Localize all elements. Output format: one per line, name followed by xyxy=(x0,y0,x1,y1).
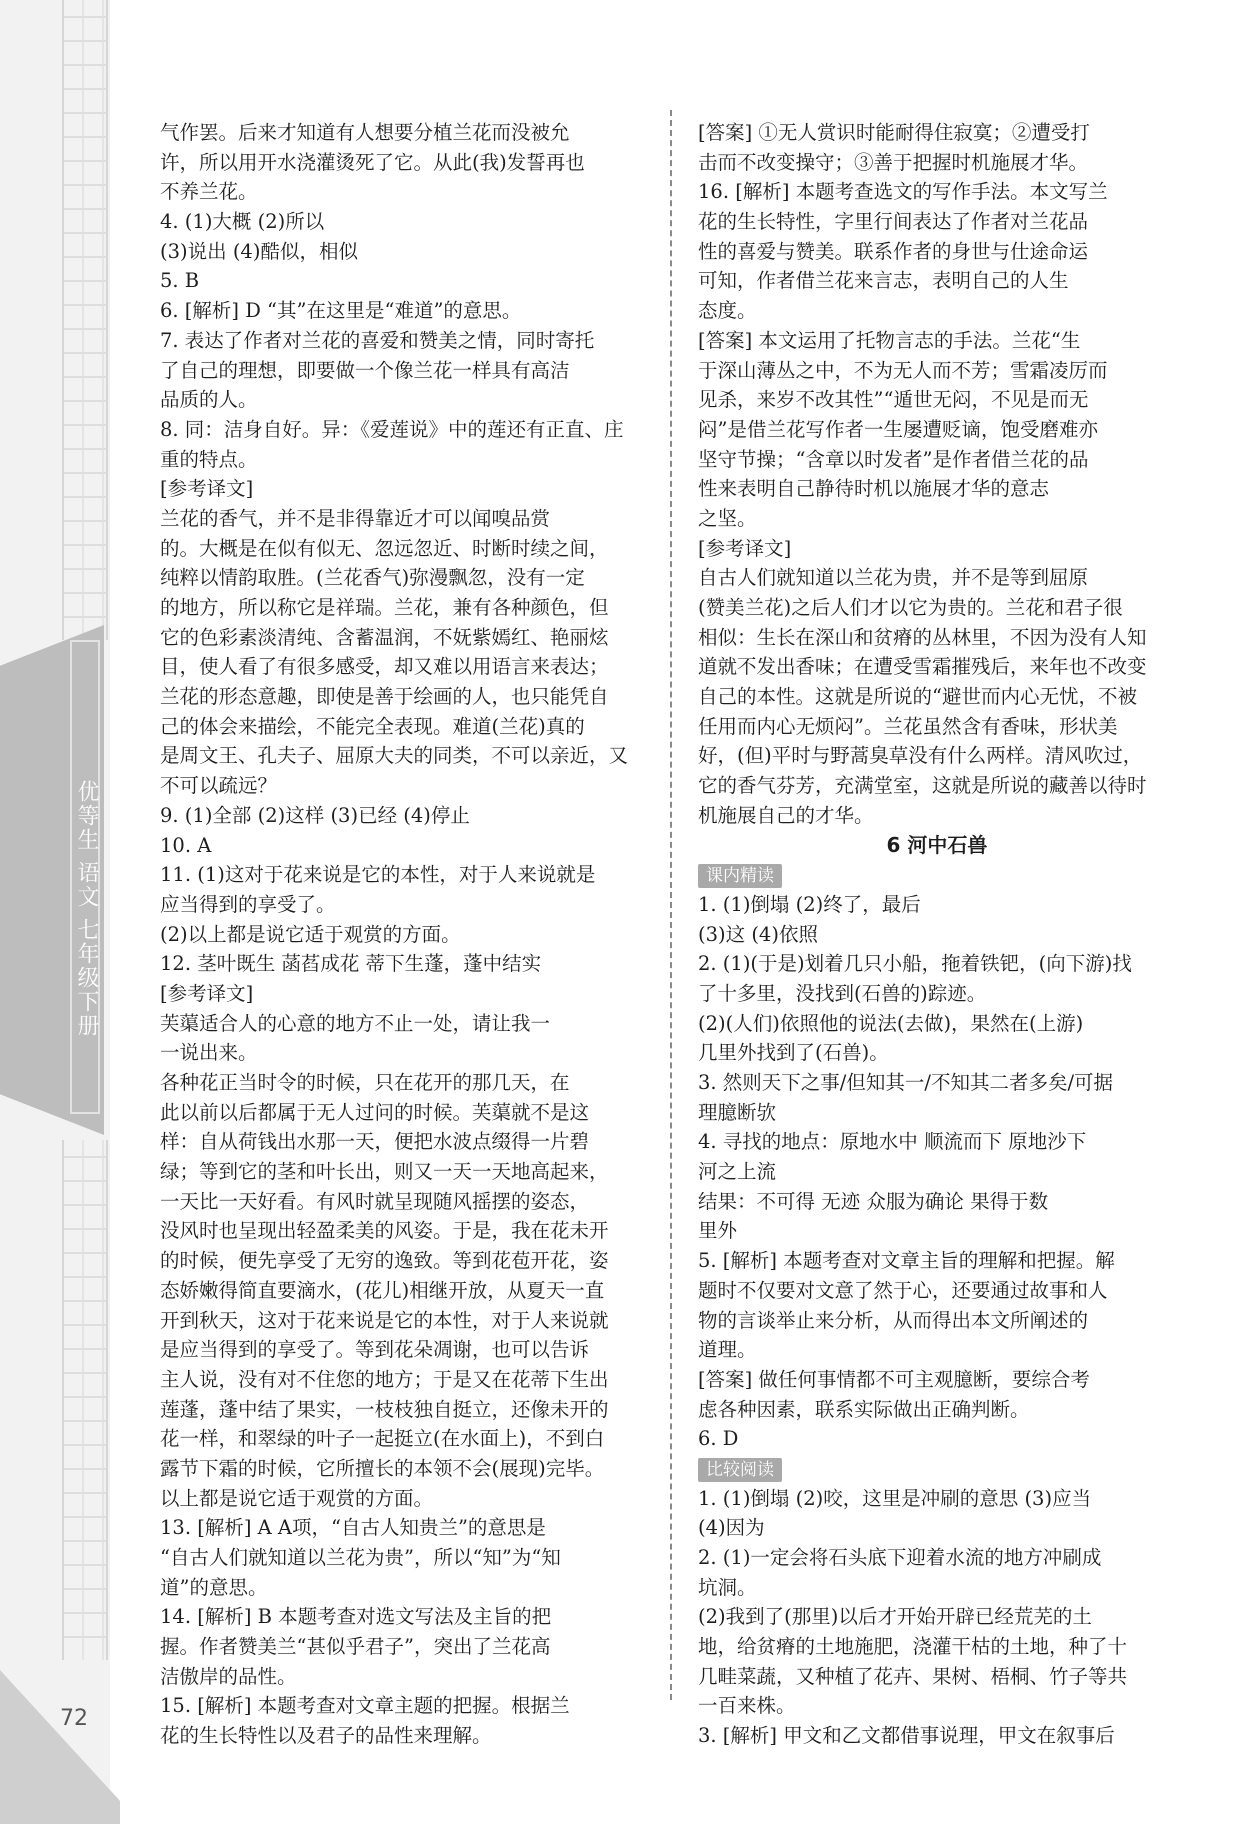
badge-label: 比较阅读 xyxy=(698,1458,782,1482)
text-line: 几畦菜蔬，又种植了花卉、果树、梧桐、竹子等共 xyxy=(698,1664,1128,1688)
text-line: 13. [解析] A A项，“自古人知贵兰”的意思是 xyxy=(160,1516,546,1540)
text-line: 15. [解析] 本题考查对文章主题的把握。根据兰 xyxy=(160,1694,570,1718)
text-line: 5. B xyxy=(160,269,200,293)
text-line: (3)这 (4)依照 xyxy=(698,922,818,946)
text-line: 机施展自己的才华。 xyxy=(698,803,874,827)
text-line: 之坚。 xyxy=(698,506,757,530)
text-line: (4)因为 xyxy=(698,1516,765,1540)
text-line: 芙蕖适合人的心意的地方不止一处，请让我一 xyxy=(160,1011,551,1035)
text-line: 4. 寻找的地点：原地水中 顺流而下 原地沙下 xyxy=(698,1130,1087,1154)
text-line: 一天比一天好看。有风时就呈现随风摇摆的姿态， xyxy=(160,1189,590,1213)
text-line: 开到秋天，这对于花来说是它的本性，对于人来说就 xyxy=(160,1308,609,1332)
text-line: (2)我到了(那里)以后才开始开辟已经荒芜的土 xyxy=(698,1605,1092,1629)
text-line: 兰花的形态意趣，即使是善于绘画的人，也只能凭自 xyxy=(160,685,609,709)
text-line: 样：自从荷钱出水那一天，便把水波点缀得一片碧 xyxy=(160,1130,590,1154)
subsection-badge xyxy=(698,860,1176,890)
text-line: 坑洞。 xyxy=(698,1575,757,1599)
text-line: 9. (1)全部 (2)这样 (3)已经 (4)停止 xyxy=(160,803,470,827)
text-line: 11. (1)这对于花来说是它的本性，对于人来说就是 xyxy=(160,863,596,887)
text-line: [答案] 做任何事情都不可主观臆断，要综合考 xyxy=(698,1367,1090,1391)
text-line: 14. [解析] B 本题考查对选文写法及主旨的把 xyxy=(160,1605,552,1629)
text-line: 2. (1)一定会将石头底下迎着水流的地方冲刷成 xyxy=(698,1546,1102,1569)
text-line: 花一样，和翠绿的叶子一起挺立(在水面上)，不到白 xyxy=(160,1427,605,1451)
text-line: 16. [解析] 本题考查选文的写作手法。本文写兰 xyxy=(698,180,1108,204)
text-line: 此以前以后都属于无人过问的时候。芙蕖就不是这 xyxy=(160,1100,590,1124)
text-line: 坚守节操；“含章以时发者”是作者借兰花的品 xyxy=(698,447,1089,471)
text-line: 好，(但)平时与野蒿臭草没有什么两样。清风吹过， xyxy=(698,744,1143,768)
text-line: 任用而内心无烦闷”。兰花虽然含有香味，形状美 xyxy=(698,714,1118,738)
text-line: 自己的本性。这就是所说的“避世而内心无忧，不被 xyxy=(698,685,1137,709)
text-line: 河之上流 xyxy=(698,1160,777,1184)
text-line: 它的色彩素淡清纯、含蓄温润，不妩紫嫣红、艳丽炫 xyxy=(160,625,609,649)
text-line: 道就不发出香味；在遭受雪霜摧残后，来年也不改变 xyxy=(698,655,1147,679)
left-column xyxy=(160,118,680,1751)
text-line: 的时候，便先享受了无穷的逸致。等到花苞开花，姿 xyxy=(160,1249,609,1273)
text-line: 己的体会来描绘，不能完全表现。难道(兰花)真的 xyxy=(160,714,585,738)
text-line: 绿；等到它的茎和叶长出，则又一天一天地高起来， xyxy=(160,1160,609,1184)
subsection-badge xyxy=(698,1454,1176,1484)
text-line: 见杀，来岁不改其性”“遁世无闷，不见是而无 xyxy=(698,388,1089,412)
text-line: 态娇嫩得简直要滴水，(花儿)相继开放，从夏天一直 xyxy=(160,1278,605,1302)
text-line: 一百来株。 xyxy=(698,1694,796,1718)
text-line: 闷”是借兰花写作者一生屡遭贬谪，饱受磨难亦 xyxy=(698,417,1098,441)
text-line: 地，给贫瘠的土地施肥，浇灌干枯的土地，种了十 xyxy=(698,1635,1128,1659)
section-title: 6 河中石兽 xyxy=(886,832,988,857)
text-line: 态度。 xyxy=(698,299,757,323)
text-line: “自古人们就知道以兰花为贵”，所以“知”为“知 xyxy=(160,1546,561,1569)
text-line: 物的言谈举止来分析，从而得出本文所阐述的 xyxy=(698,1308,1089,1332)
text-line: 握。作者赞美兰“甚似乎君子”，突出了兰花高 xyxy=(160,1635,551,1659)
text-line: 道理。 xyxy=(698,1338,757,1362)
text-line: 重的特点。 xyxy=(160,447,258,471)
text-line: 3. 然则天下之事/但知其一/不知其二者多矣/可据 xyxy=(698,1071,1114,1094)
text-line: 一说出来。 xyxy=(160,1041,258,1065)
book-title-label: 优等生 语文 七年级下册 xyxy=(74,780,99,1038)
text-line: 里外 xyxy=(698,1219,738,1243)
text-line: 是应当得到的享受了。等到花朵凋谢，也可以告诉 xyxy=(160,1338,590,1362)
text-line: 的地方，所以称它是祥瑞。兰花，兼有各种颜色，但 xyxy=(160,596,609,619)
text-line: 了十多里，没找到(石兽的)踪迹。 xyxy=(698,981,987,1005)
text-line: 不养兰花。 xyxy=(160,180,258,204)
text-line: 了自己的理想，即要做一个像兰花一样具有高洁 xyxy=(160,358,570,382)
text-line: 应当得到的享受了。 xyxy=(160,892,336,916)
text-line: 5. [解析] 本题考查对文章主旨的理解和把握。解 xyxy=(698,1249,1115,1273)
text-line: 气作罢。后来才知道有人想要分植兰花而没被允 xyxy=(160,121,570,144)
fret-pattern-top xyxy=(62,0,108,640)
text-line: 许，所以用开水浇灌烫死了它。从此(我)发誓再也 xyxy=(160,150,585,174)
text-line: 性来表明自己静待时机以施展才华的意志 xyxy=(698,477,1050,501)
text-line: 于深山薄丛之中，不为无人而不芳；雪霜凌厉而 xyxy=(698,358,1108,382)
text-line: 8. 同：洁身自好。异：《爱莲说》中的莲还有正直、庄 xyxy=(160,417,624,441)
text-line: 1. (1)倒塌 (2)咬，这里是冲刷的意思 (3)应当 xyxy=(698,1486,1092,1510)
text-line: 击而不改变操守；③善于把握时机施展才华。 xyxy=(698,150,1089,174)
column-divider xyxy=(670,110,672,1700)
text-line: 可知，作者借兰花来言志，表明自己的人生 xyxy=(698,269,1069,293)
text-line: 7. 表达了作者对兰花的喜爱和赞美之情，同时寄托 xyxy=(160,328,595,352)
text-line: 主人说，没有对不住您的地方；于是又在花蒂下生出 xyxy=(160,1367,609,1391)
text-line: 理臆断欤 xyxy=(698,1100,777,1124)
text-line: 的。大概是在似有似无、忽远忽近、时断时续之间， xyxy=(160,536,609,560)
text-line: 兰花的香气，并不是非得靠近才可以闻嗅品赏 xyxy=(160,506,551,530)
fret-pattern-bottom xyxy=(62,1140,108,1660)
text-line: [答案] 本文运用了托物言志的手法。兰花“生 xyxy=(698,328,1081,352)
text-line: (2)(人们)依照他的说法(去做)，果然在(上游) xyxy=(698,1011,1084,1035)
text-line: 几里外找到了(石兽)。 xyxy=(698,1041,889,1065)
text-line: 纯粹以情韵取胜。(兰花香气)弥漫飘忽，没有一定 xyxy=(160,566,585,590)
text-line: [参考译文] xyxy=(160,981,254,1005)
text-line: 是周文王、孔夫子、屈原大夫的同类，不可以亲近，又 xyxy=(160,744,629,768)
text-line: 各种花正当时令的时候，只在花开的那几天，在 xyxy=(160,1071,570,1094)
text-line: 3. [解析] 甲文和乙文都借事说理，甲文在叙事后 xyxy=(698,1724,1115,1748)
text-line: 以上都是说它适于观赏的方面。 xyxy=(160,1486,434,1510)
text-line: 露节下霜的时候，它所擅长的本领不会(展现)完毕。 xyxy=(160,1456,605,1480)
text-line: 10. A xyxy=(160,833,212,857)
badge-label: 课内精读 xyxy=(698,864,782,888)
text-line: [答案] ①无人赏识时能耐得住寂寞；②遭受打 xyxy=(698,121,1090,144)
text-line: 目，使人看了有很多感受，却又难以用语言来表达； xyxy=(160,655,609,679)
text-line: 品质的人。 xyxy=(160,388,258,412)
text-line: [参考译文] xyxy=(160,477,254,501)
text-line: 相似：生长在深山和贫瘠的丛林里，不因为没有人知 xyxy=(698,625,1147,649)
right-column xyxy=(698,118,1176,1751)
text-line: 它的香气芬芳，充满堂室，这就是所说的藏善以待时 xyxy=(698,774,1147,798)
text-line: 6. [解析] D “其”在这里是“难道”的意思。 xyxy=(160,299,522,323)
text-line: 花的生长特性以及君子的品性来理解。 xyxy=(160,1724,492,1748)
text-line: 自古人们就知道以兰花为贵，并不是等到屈原 xyxy=(698,566,1089,590)
text-line: 洁傲岸的品性。 xyxy=(160,1664,297,1688)
text-line: 结果：不可得 无迹 众服为确论 果得于数 xyxy=(698,1189,1049,1213)
text-line: 4. (1)大概 (2)所以 xyxy=(160,210,325,234)
text-line: 莲蓬，蓬中结了果实，一枝枝独自挺立，还像未开的 xyxy=(160,1397,609,1421)
text-line: 花的生长特性，字里行间表达了作者对兰花品 xyxy=(698,210,1089,234)
text-line: (赞美兰花)之后人们才以它为贵的。兰花和君子很 xyxy=(698,596,1123,619)
text-line: 没风时也呈现出轻盈柔美的风姿。于是，我在花未开 xyxy=(160,1219,609,1243)
text-line: (2)以上都是说它适于观赏的方面。 xyxy=(160,922,461,946)
text-line: 题时不仅要对文意了然于心，还要通过故事和人 xyxy=(698,1278,1108,1302)
text-line: 6. D xyxy=(698,1427,739,1451)
text-line: 1. (1)倒塌 (2)终了，最后 xyxy=(698,892,921,916)
text-line: 12. 茎叶既生 菡萏成花 蒂下生蓬，蓬中结实 xyxy=(160,952,542,976)
text-line: [参考译文] xyxy=(698,536,792,560)
page-number: 72 xyxy=(60,1706,88,1731)
text-line: 虑各种因素，联系实际做出正确判断。 xyxy=(698,1397,1030,1421)
text-line: 性的喜爱与赞美。联系作者的身世与仕途命运 xyxy=(698,239,1089,263)
text-line: 道”的意思。 xyxy=(160,1575,268,1599)
text-line: (3)说出 (4)酷似，相似 xyxy=(160,239,358,263)
text-line: 不可以疏远？ xyxy=(160,774,278,798)
text-line: 2. (1)(于是)划着几只小船，拖着铁钯，(向下游)找 xyxy=(698,952,1132,976)
